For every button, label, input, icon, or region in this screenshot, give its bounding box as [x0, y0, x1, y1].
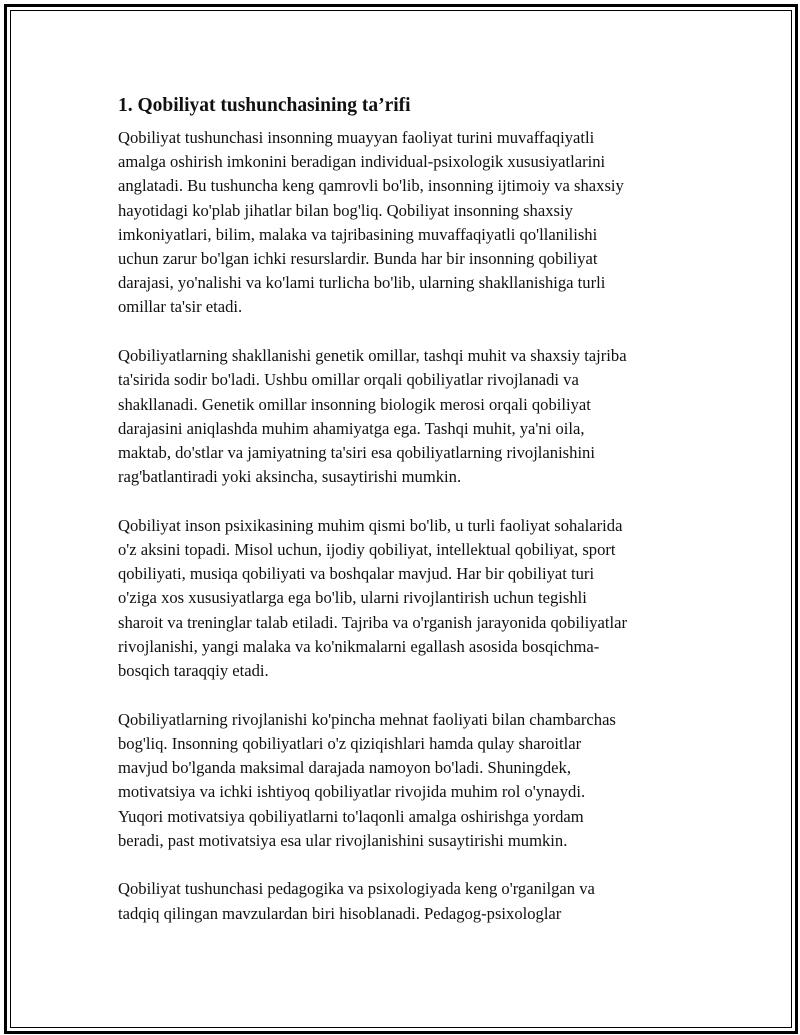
paragraph-5: Qobiliyat tushunchasi pedagogika va psixologiyada keng o'rganilgan va tadqiq qilingan mavzulardan biri hisoblanadi. Pedagog-psixologlar	[118, 879, 595, 923]
paragraph-4: Qobiliyatlarning rivojlanishi ko'pincha mehnat faoliyati bilan chambarchas bog'liq. Insonning qobiliyatlari o'z qiziqishlari hamda qulay sharoitlar mavjud bo'lganda maksimal darajada namoyon bo'ladi. Shuningdek, motivatsiya va ichki ishtiyoq qobiliyatlar rivojida muhim rol o'ynaydi. Yuqori motivatsiya qobiliyatlarni to'laqonli amalga oshirishga yordam beradi, past motivatsiya esa ular rivojlanishini susaytirishi mumkin.	[118, 709, 616, 850]
paragraph-3: Qobiliyat inson psixikasining muhim qismi bo'lib, u turli faoliyat sohalarida o'z aksini topadi. Misol uchun, ijodiy qobiliyat, intellektual qobiliyat, sport qobiliyati, musiqa qobiliyati va boshqalar mavjud. Har bir qobiliyat turi o'ziga xos xususiyatlarga ega bo'lib, ularni rivojlantirish uchun tegishli sharoit va treninglar talab etiladi. Tajriba va o'rganish jarayonida qobiliyatlar rivojlanishi, yangi malaka va ko'nikmalarni egallash asosida bosqichma- bosqich taraqqiy etadi.	[118, 515, 628, 681]
section-heading: 1. Qobiliyat tushunchasining ta’rifi	[118, 95, 411, 116]
document-body	[118, 92, 698, 950]
paragraph-1: Qobiliyat tushunchasi insonning muayyan faoliyat turini muvaffaqiyatli amalga oshirish imkonini beradigan individual-psixologik xususiyatlarini anglatadi. Bu tushuncha keng qamrovli bo'lib, insonning ijtimoiy va shaxsiy hayotidagi ko'plab jihatlar bilan bog'liq. Qobiliyat insonning shaxsiy imkoniyatlari, bilim, malaka va tajribasining muvaffaqiyatli qo'llanilishi uchun zarur bo'lgan ichki resurslardir. Bunda har bir insonning qobiliyat darajasi, yo'nalishi va ko'lami turlicha bo'lib, ularning shakllanishiga turli omillar ta'sir etadi.	[118, 128, 624, 317]
paragraph-2: Qobiliyatlarning shakllanishi genetik omillar, tashqi muhit va shaxsiy tajriba ta'sirida sodir bo'ladi. Ushbu omillar orqali qobiliyatlar rivojlanadi va shakllanadi. Genetik omillar insonning biologik merosi orqali qobiliyat darajasini aniqlashda muhim ahamiyatga ega. Tashqi muhit, ya'ni oila, maktab, do'stlar va jamiyatning ta'siri esa qobiliyatlarning rivojlanishini rag'batlantiradi yoki aksincha, susaytirishi mumkin.	[118, 346, 627, 487]
